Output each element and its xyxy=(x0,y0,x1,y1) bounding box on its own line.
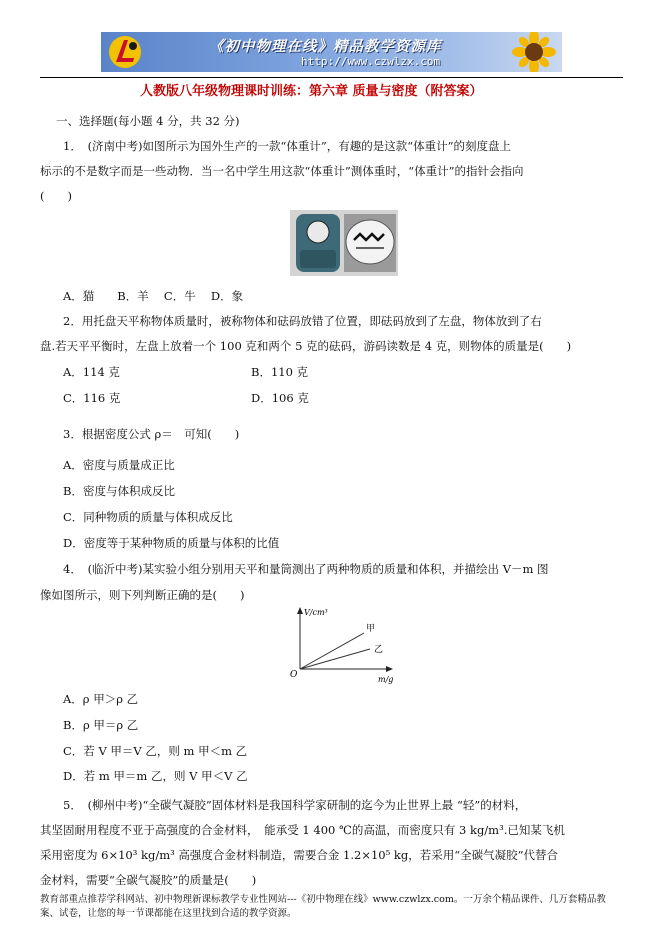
q2-option-b: B．110 克 xyxy=(251,365,309,379)
q4-option-d: D．若 m 甲＝m 乙，则 V 甲＜V 乙 xyxy=(63,769,248,783)
sunflower-icon xyxy=(506,32,558,72)
q1-line2: 标示的不是数字而是一些动物．当一名中学生用这款“体重计”测体重时，“体重计”的指针会指向 xyxy=(40,164,524,178)
q2-option-c: C．116 克 xyxy=(63,391,121,405)
q5-line2: 其坚固耐用程度不亚于高强度的合金材料， 能承受 1 400 ℃的高温，而密度只有 3 kg/m³.已知某飞机 xyxy=(40,823,565,837)
section-heading: 一、选择题(每小题 4 分，共 32 分) xyxy=(56,114,240,128)
q4-line2: 像如图所示，则下列判断正确的是( ) xyxy=(40,588,245,602)
graph-origin: O xyxy=(290,670,298,680)
line-yi xyxy=(300,649,370,669)
banner-url[interactable]: http://www.czwlzx.com xyxy=(301,55,441,68)
q4-line1: 4． (临沂中考)某实验小组分别用天平和量筒测出了两种物质的质量和体积，并描绘出 V－m 图 xyxy=(63,562,549,576)
q1-options: A．猫 B．羊 C．牛 D．象 xyxy=(63,289,244,303)
q2-option-d: D．106 克 xyxy=(251,391,309,405)
q3-option-c: C．同种物质的质量与体积成反比 xyxy=(63,510,233,524)
scale-photo xyxy=(290,210,398,276)
q4-option-b: B．ρ 甲＝ρ 乙 xyxy=(63,718,139,732)
graph-label-yi: 乙 xyxy=(374,645,384,655)
header-rule xyxy=(40,77,623,78)
footer-line1: 教育部重点推荐学科网站、初中物理新课标教学专业性网站---《初中物理在线》www.czwlzx.com。一万余个精品课件、几万套精品教 xyxy=(40,894,606,905)
q3-option-b: B．密度与体积成反比 xyxy=(63,484,175,498)
graph-ylabel: V/cm³ xyxy=(304,608,328,617)
document-title: 人教版八年级物理课时训练：第六章 质量与密度（附答案） xyxy=(140,84,483,99)
footer-line2: 案、试卷，让您的每一节课都能在这里找到合适的教学资源。 xyxy=(40,908,297,919)
q5-line3: 采用密度为 6×10³ kg/m³ 高强度合金材料制造，需要合金 1.2×10⁵ kg，若采用“全碳气凝胶”代替合 xyxy=(40,848,558,862)
q2-line1: 2．用托盘天平称物体质量时，被称物体和砝码放错了位置，即砝码放到了左盘，物体放到了右 xyxy=(63,314,542,328)
q5-line1: 5． (柳州中考)“全碳气凝胶”固体材料是我国科学家研制的迄今为止世界上最 “轻”的材料， xyxy=(63,798,527,812)
header-banner xyxy=(101,32,562,72)
graph-xlabel: m/g xyxy=(378,675,394,684)
footer-note xyxy=(40,893,606,921)
q1-line3: ( ) xyxy=(40,189,72,203)
banner-title: 《初中物理在线》精品教学资源库 xyxy=(209,38,442,55)
graph-label-jia: 甲 xyxy=(366,624,376,634)
site-logo-icon xyxy=(107,34,143,70)
q4-option-c: C．若 V 甲＝V 乙，则 m 甲＜m 乙 xyxy=(63,744,248,758)
q2-line2: 盘.若天平平衡时，左盘上放着一个 100 克和两个 5 克的砝码，游码读数是 4 克，则物体的质量是( ) xyxy=(40,339,572,353)
q5-line4: 金材料，需要“全碳气凝胶”的质量是( ) xyxy=(40,873,257,887)
v-m-graph xyxy=(286,605,396,685)
line-jia xyxy=(300,633,364,669)
q2-option-a: A．114 克 xyxy=(63,365,120,379)
q3-option-d: D．密度等于某种物质的质量与体积的比值 xyxy=(63,536,280,550)
q1-line1: 1． (济南中考)如图所示为国外生产的一款“体重计”，有趣的是这款“体重计”的刻度盘上 xyxy=(63,139,512,153)
q4-option-a: A．ρ 甲＞ρ 乙 xyxy=(63,692,139,706)
bathroom-scale-icon xyxy=(290,210,398,276)
q3-option-a: A．密度与质量成正比 xyxy=(63,458,175,472)
q3-line1: 3．根据密度公式 ρ＝ 可知( ) xyxy=(63,427,240,441)
